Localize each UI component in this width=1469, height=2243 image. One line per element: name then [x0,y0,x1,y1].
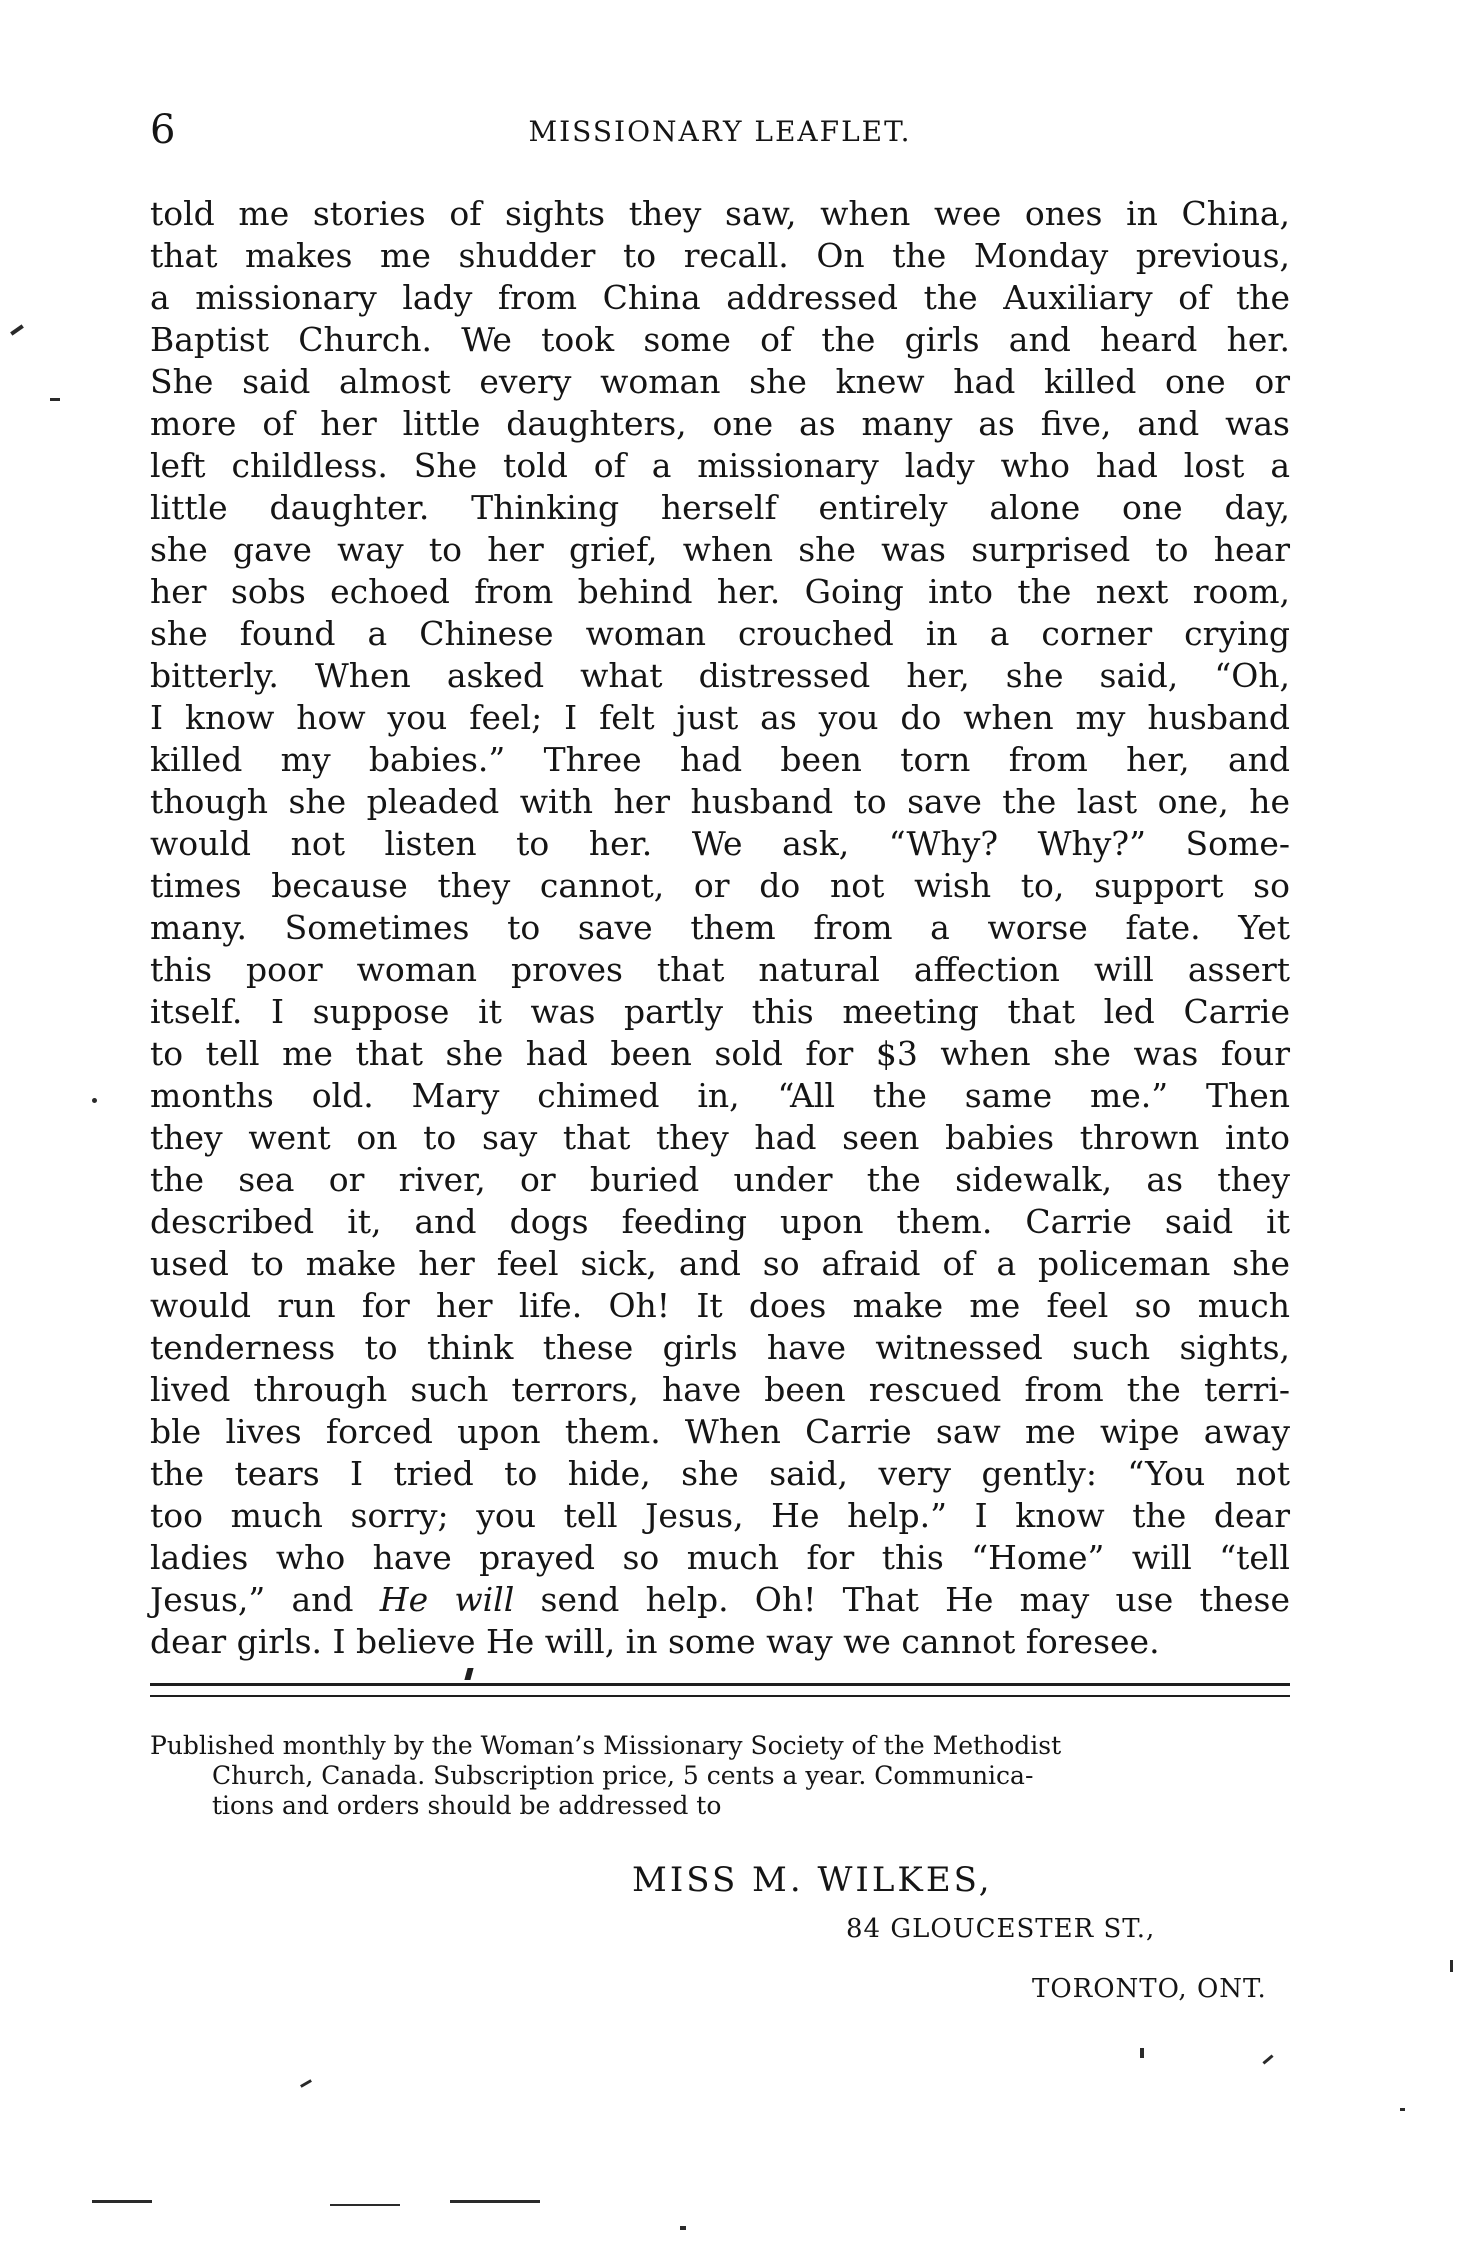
imprint-line: Published monthly by the Woman’s Missionary Society of the Methodist [150,1731,1062,1760]
running-title: MISSIONARY LEAFLET. [528,115,912,148]
text-line: to tell me that she had been sold for $3 when she was four [150,1034,1290,1073]
addressee-city: TORONTO, ONT. [1032,1974,1267,2004]
text-line: though she pleaded with her husband to save the last one, he [150,782,1290,821]
emphasis-before: Jesus,” and [150,1580,380,1619]
text-line-emphasis [150,1579,1290,1621]
imprint-line: tions and orders should be addressed to [212,1791,722,1820]
scan-speck [450,2200,540,2203]
text-line: the tears I tried to hide, she said, very gently: “You not [150,1454,1290,1493]
text-line: they went on to say that they had seen babies thrown into [150,1118,1290,1157]
text-line: would run for her life. Oh! It does make me feel so much [150,1286,1290,1325]
scan-speck [1140,2048,1144,2058]
divider-rule [150,1683,1290,1686]
text-line: killed my babies.” Three had been torn from her, and [150,740,1290,779]
scan-speck [300,2079,312,2088]
text-line: bitterly. When asked what distressed her, she said, “Oh, [150,656,1290,695]
page-header [150,107,1290,160]
rule-ornament [464,1668,473,1680]
publication-imprint [150,1731,1290,1821]
text-line: this poor woman proves that natural affection will assert [150,950,1290,989]
text-line: she gave way to her grief, when she was surprised to hear [150,530,1290,569]
scan-speck [92,1098,97,1103]
body-text [150,193,1290,1663]
text-line: tenderness to think these girls have witnessed such sights, [150,1328,1290,1367]
divider-rule [150,1695,1290,1697]
text-line: more of her little daughters, one as many as five, and was [150,404,1290,443]
emphasis-after: send help. Oh! That He may use these [514,1580,1290,1619]
scan-speck [1400,2108,1405,2111]
text-line: many. Sometimes to save them from a worse fate. Yet [150,908,1290,947]
text-line: told me stories of sights they saw, when wee ones in China, [150,194,1290,233]
text-line: little daughter. Thinking herself entirely alone one day, [150,488,1290,527]
scan-speck [50,398,60,401]
text-line-final: dear girls. I believe He will, in some way we cannot foresee. [150,1622,1160,1661]
scan-speck [680,2226,686,2230]
text-line: ladies who have prayed so much for this “Home” will “tell [150,1538,1290,1577]
text-line: used to make her feel sick, and so afraid of a policeman she [150,1244,1290,1283]
scan-speck [1262,2054,1273,2064]
emphasis-italic: He will [379,1580,515,1619]
text-line: her sobs echoed from behind her. Going into the next room, [150,572,1290,611]
text-line: lived through such terrors, have been rescued from the terri- [150,1370,1290,1409]
text-line: She said almost every woman she knew had killed one or [150,362,1290,401]
text-line: ble lives forced upon them. When Carrie saw me wipe away [150,1412,1290,1451]
text-line: months old. Mary chimed in, “All the same me.” Then [150,1076,1290,1115]
text-line: itself. I suppose it was partly this meeting that led Carrie [150,992,1290,1031]
scan-speck [330,2204,400,2206]
text-line: I know how you feel; I felt just as you do when my husband [150,698,1290,737]
addressee-name: MISS M. WILKES, [632,1860,993,1900]
addressee-street: 84 GLOUCESTER ST., [846,1914,1156,1944]
text-line: she found a Chinese woman crouched in a corner crying [150,614,1290,653]
scan-speck [10,324,24,335]
text-line: times because they cannot, or do not wish to, support so [150,866,1290,905]
text-line: described it, and dogs feeding upon them. Carrie said it [150,1202,1290,1241]
text-line: would not listen to her. We ask, “Why? Why?” Some- [150,824,1290,863]
text-line: the sea or river, or buried under the sidewalk, as they [150,1160,1290,1199]
text-line: that makes me shudder to recall. On the Monday previous, [150,236,1290,275]
scan-speck [1450,1960,1453,1972]
text-line: Baptist Church. We took some of the girls and heard her. [150,320,1290,359]
scan-speck [92,2200,152,2203]
text-line: a missionary lady from China addressed the Auxiliary of the [150,278,1290,317]
page-number: 6 [150,107,176,153]
text-line: left childless. She told of a missionary lady who had lost a [150,446,1290,485]
imprint-line: Church, Canada. Subscription price, 5 cents a year. Communica- [212,1761,1034,1790]
text-line: too much sorry; you tell Jesus, He help.” I know the dear [150,1496,1290,1535]
